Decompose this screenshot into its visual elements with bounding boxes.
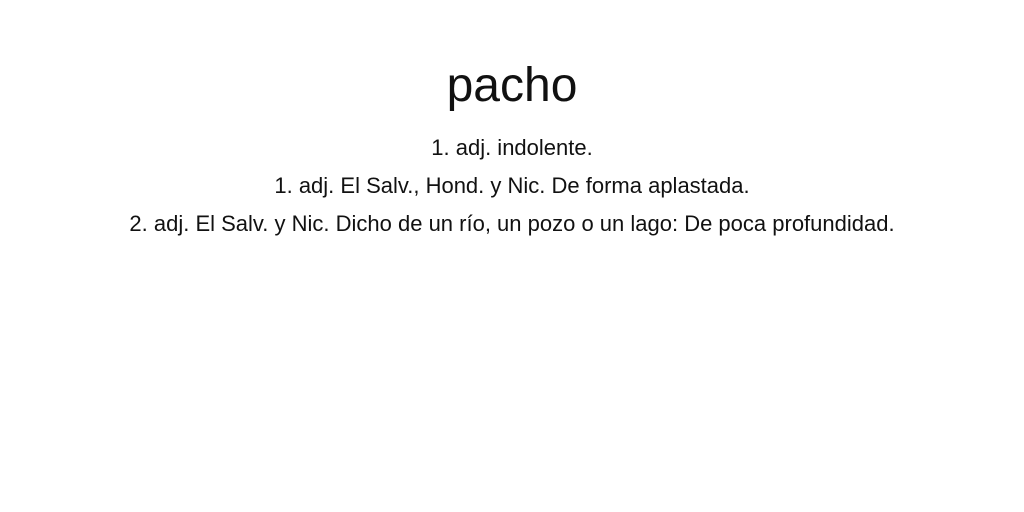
definition-item: 2. adj. El Salv. y Nic. Dicho de un río, un pozo o un lago: De poca profundidad. — [129, 211, 895, 236]
definition-item: 1. adj. indolente. — [431, 135, 593, 160]
definition-list — [0, 129, 1024, 243]
definition-item: 1. adj. El Salv., Hond. y Nic. De forma aplastada. — [274, 173, 750, 198]
headword: pacho — [446, 59, 578, 112]
